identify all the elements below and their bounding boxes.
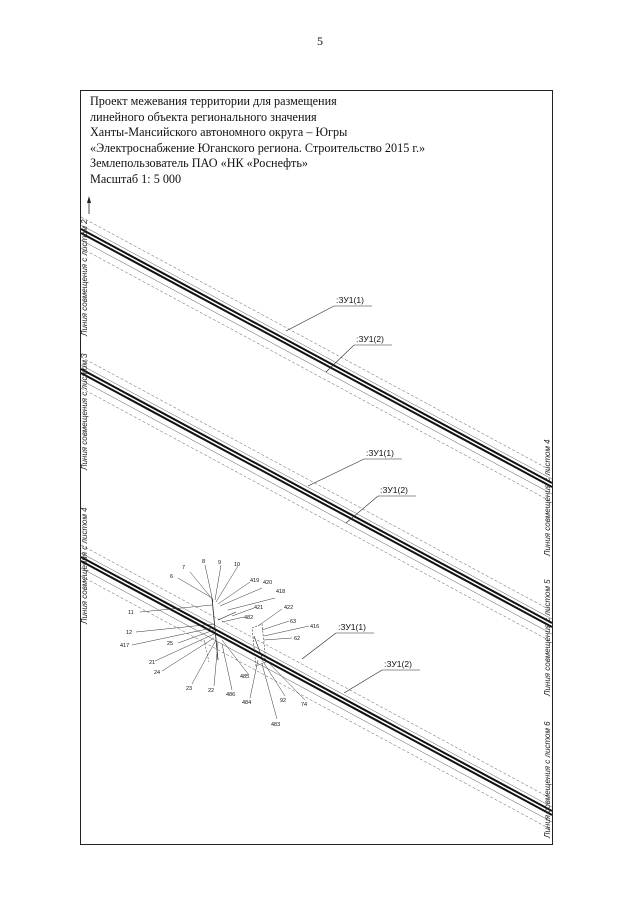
point-label: 484: [242, 700, 252, 706]
point-label: 7: [182, 565, 186, 571]
page-number: 5: [317, 34, 323, 48]
point-label: 416: [310, 624, 320, 630]
title-line-1: Проект межевания территории для размещения: [90, 94, 337, 108]
point-label: 486: [226, 692, 236, 698]
point-label: 422: [284, 605, 294, 611]
sheet-link-left-middle: Линия совмещения с листом 3: [80, 353, 89, 470]
corridor-bottom: [81, 545, 552, 830]
sheet-link-right-top: Линия совмещения с листом 4: [543, 439, 552, 556]
title-line-4: «Электроснабжение Юганского региона. Строительство 2015 г.»: [90, 140, 426, 155]
parcel-label-zu1-2-c: :ЗУ1(2): [384, 659, 412, 669]
sheet-link-right-middle: Линия совмещения с листом 5: [543, 579, 552, 696]
title-line-2: линейного объекта регионального значения: [90, 109, 317, 124]
point-label: 6: [170, 574, 174, 580]
point-label: 420: [263, 580, 273, 586]
point-label: 421: [254, 605, 264, 611]
point-label: 10: [234, 562, 241, 568]
point-label: 21: [149, 660, 156, 666]
parcel-label-zu1-1-a: :ЗУ1(1): [336, 295, 364, 305]
parcel-leaders: [286, 306, 420, 693]
point-label: 74: [301, 702, 308, 708]
point-label: 418: [276, 589, 286, 595]
corridor-top: [81, 217, 552, 502]
point-label: 11: [128, 610, 134, 616]
point-label: 482: [244, 615, 254, 621]
point-label: 22: [208, 688, 215, 694]
point-label: 12: [126, 630, 133, 636]
point-label: 25: [167, 641, 174, 647]
title-line-6: Масштаб 1: 5 000: [90, 171, 182, 186]
point-label: 23: [186, 686, 193, 692]
point-label: 63: [290, 619, 297, 625]
point-labels: [120, 559, 319, 728]
point-label: 8: [202, 559, 206, 565]
parcel-label-zu1-1-b: :ЗУ1(1): [366, 448, 394, 458]
sheet-link-left-top: Линия совмещения с листом 2: [80, 219, 89, 336]
point-label: 417: [120, 643, 130, 649]
point-label: 485: [240, 674, 250, 680]
parcel-label-zu1-1-c: :ЗУ1(1): [338, 622, 366, 632]
point-label: 419: [250, 578, 260, 584]
parcel-label-zu1-2-b: :ЗУ1(2): [380, 485, 408, 495]
title-line-3: Ханты-Мансийского автономного округа – Югры: [90, 125, 348, 139]
sheet-link-right-bottom: Линия совмещения с листом 6: [543, 721, 552, 838]
north-arrow: [87, 196, 91, 214]
point-label: 92: [280, 698, 287, 704]
sheet-link-left-bottom: Линия совмещения с листом 4: [80, 507, 89, 624]
point-label: 9: [218, 560, 222, 566]
point-label: 62: [294, 636, 301, 642]
point-label: 24: [154, 670, 161, 676]
point-label: 483: [271, 722, 281, 728]
parcel-label-zu1-2-a: :ЗУ1(2): [356, 334, 384, 344]
title-line-5: Землепользователь ПАО «НК «Роснефть»: [90, 156, 309, 170]
